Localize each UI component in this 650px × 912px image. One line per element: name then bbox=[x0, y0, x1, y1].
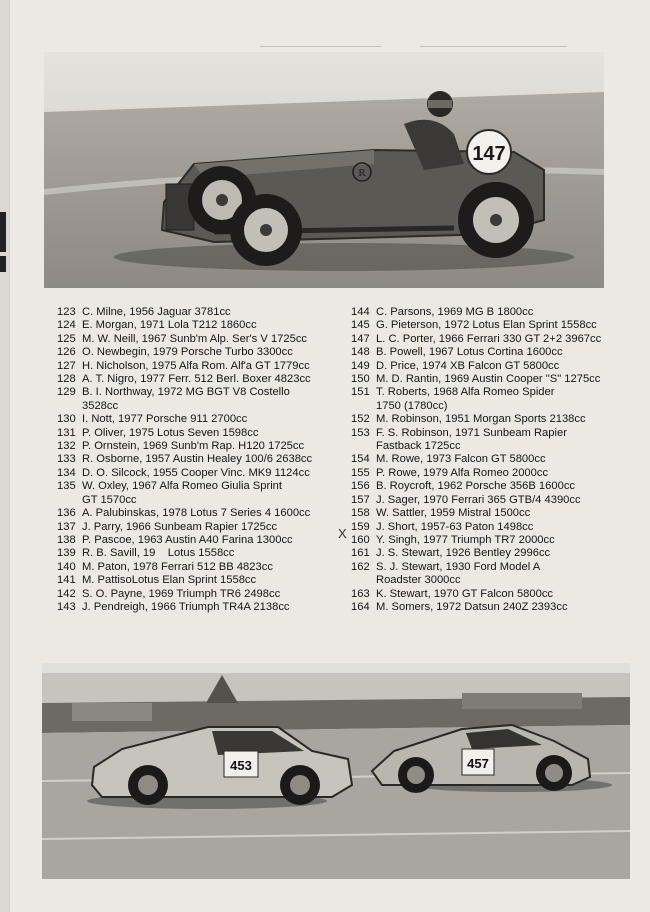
entry-text bbox=[82, 319, 257, 332]
entry-text bbox=[82, 574, 256, 587]
entry-156 bbox=[351, 480, 641, 493]
entry-text bbox=[82, 386, 290, 413]
entry-149 bbox=[351, 360, 641, 373]
entry-123 bbox=[57, 306, 347, 319]
entry-driver-car: T. Roberts, 1968 Alfa Romeo Spider bbox=[376, 386, 555, 399]
entry-number: 136 bbox=[57, 507, 76, 520]
entry-148 bbox=[351, 346, 641, 359]
entry-number: 158 bbox=[351, 507, 370, 520]
rear-wheel bbox=[230, 194, 302, 266]
entry-text bbox=[82, 453, 312, 466]
entry-text bbox=[376, 467, 548, 480]
car-badge-letter: R bbox=[358, 167, 366, 179]
entry-129 bbox=[57, 386, 347, 413]
entry-164 bbox=[351, 601, 641, 614]
entry-124 bbox=[57, 319, 347, 332]
entry-number: 164 bbox=[351, 600, 370, 613]
entry-driver-car: M. W. Neill, 1967 Sunb'm Alp. Ser's V 1725cc bbox=[82, 332, 308, 345]
entry-driver-car: D. Price, 1974 XB Falcon GT 5800cc bbox=[376, 359, 560, 372]
entry-text bbox=[82, 467, 310, 480]
entry-driver-car: J. Parry, 1966 Sunbeam Rapier 1725cc bbox=[82, 520, 278, 533]
entry-140 bbox=[57, 561, 347, 574]
entry-text bbox=[376, 601, 568, 614]
entry-continuation: 3528cc bbox=[82, 399, 119, 412]
entry-163 bbox=[351, 588, 641, 601]
entry-text bbox=[376, 453, 546, 466]
entry-driver-car: J. Short, 1957-63 Paton 1498cc bbox=[376, 520, 534, 533]
entry-driver-car: M. Somers, 1972 Datsun 240Z 2393cc bbox=[376, 600, 568, 613]
entry-133 bbox=[57, 453, 347, 466]
entry-141 bbox=[57, 574, 347, 587]
entry-driver-car: M. Robinson, 1951 Morgan Sports 2138cc bbox=[376, 413, 586, 426]
entry-134 bbox=[57, 467, 347, 480]
entry-142 bbox=[57, 588, 347, 601]
entry-text bbox=[376, 373, 600, 386]
entry-number: 123 bbox=[57, 306, 76, 318]
entry-number: 129 bbox=[57, 386, 76, 399]
entry-text bbox=[82, 521, 277, 534]
entry-160 bbox=[351, 534, 641, 547]
entry-154 bbox=[351, 453, 641, 466]
entry-list-right bbox=[351, 306, 641, 614]
binding-mark-bottom bbox=[0, 256, 6, 272]
entry-number: 130 bbox=[57, 413, 76, 426]
page-edge bbox=[0, 0, 10, 912]
entry-155 bbox=[351, 467, 641, 480]
entry-driver-car: P. Oliver, 1975 Lotus Seven 1598cc bbox=[82, 426, 259, 439]
entry-135 bbox=[57, 480, 347, 507]
entry-number: 156 bbox=[351, 480, 370, 493]
entry-driver-car: D. O. Silcock, 1955 Cooper Vinc. MK9 1124cc bbox=[82, 466, 310, 479]
entry-text bbox=[376, 547, 550, 560]
entry-text bbox=[82, 534, 293, 547]
entry-number: 126 bbox=[57, 346, 76, 359]
entry-130 bbox=[57, 413, 347, 426]
entry-number: 147 bbox=[351, 332, 370, 345]
entry-driver-car: J. S. Stewart, 1926 Bentley 2996cc bbox=[376, 547, 551, 560]
entry-driver-car: B. Roycroft, 1962 Porsche 356B 1600cc bbox=[376, 480, 576, 493]
entry-text bbox=[376, 346, 563, 359]
entry-161 bbox=[351, 547, 641, 560]
entry-number: 143 bbox=[57, 600, 76, 613]
entry-number: 127 bbox=[57, 359, 76, 372]
entry-number: 162 bbox=[351, 560, 370, 573]
entry-number: 139 bbox=[57, 547, 76, 560]
entry-continuation: GT 1570cc bbox=[82, 493, 137, 506]
entry-number: 160 bbox=[351, 533, 370, 546]
entry-driver-car: E. Morgan, 1971 Lola T212 1860cc bbox=[82, 319, 257, 332]
entry-driver-car: A. T. Nigro, 1977 Ferr. 512 Berl. Boxer 4823cc bbox=[82, 373, 311, 386]
car-number: 147 bbox=[472, 143, 506, 165]
entry-139 bbox=[57, 547, 347, 560]
entry-number: 153 bbox=[351, 426, 370, 439]
entry-text bbox=[376, 333, 601, 346]
entry-162 bbox=[351, 561, 641, 588]
left-car-number: 453 bbox=[230, 758, 252, 773]
entry-text bbox=[376, 360, 559, 373]
entry-driver-car: S. O. Payne, 1969 Triumph TR6 2498cc bbox=[82, 587, 281, 600]
entry-number: 133 bbox=[57, 453, 76, 466]
entry-number: 152 bbox=[351, 413, 370, 426]
entry-driver-car: R. B. Savill, 19 Lotus 1558cc bbox=[82, 547, 235, 560]
entry-driver-car: G. Pieterson, 1972 Lotus Elan Sprint 1558cc bbox=[376, 319, 597, 332]
entry-driver-car: H. Nicholson, 1975 Alfa Rom. Alf'a GT 1779cc bbox=[82, 359, 310, 372]
entry-text bbox=[82, 601, 290, 614]
entry-driver-car: P. Ornstein, 1969 Sunb'm Rap. H120 1725cc bbox=[82, 440, 305, 453]
entry-number: 149 bbox=[351, 359, 370, 372]
entry-number: 145 bbox=[351, 319, 370, 332]
entry-152 bbox=[351, 413, 641, 426]
entry-continuation: Fastback 1725cc bbox=[376, 440, 461, 453]
entry-number: 154 bbox=[351, 453, 370, 466]
entry-text bbox=[376, 588, 553, 601]
entry-driver-car: J. Pendreigh, 1966 Triumph TR4A 2138cc bbox=[82, 600, 290, 613]
handwritten-x-mark: X bbox=[338, 526, 347, 541]
entry-number: 135 bbox=[57, 480, 76, 493]
entry-driver-car: W. Oxley, 1967 Alfa Romeo Giulia Sprint bbox=[82, 480, 283, 493]
entry-158 bbox=[351, 507, 641, 520]
entry-143 bbox=[57, 601, 347, 614]
entry-text bbox=[376, 561, 540, 588]
entry-text bbox=[82, 561, 273, 574]
entry-number: 138 bbox=[57, 533, 76, 546]
entry-159 bbox=[351, 521, 641, 534]
entry-number: 144 bbox=[351, 306, 370, 318]
entry-driver-car: S. J. Stewart, 1930 Ford Model A bbox=[376, 560, 541, 573]
entry-137 bbox=[57, 521, 347, 534]
entry-151 bbox=[351, 386, 641, 413]
entry-number: 140 bbox=[57, 560, 76, 573]
entry-number: 132 bbox=[57, 440, 76, 453]
entry-number: 159 bbox=[351, 520, 370, 533]
entry-144 bbox=[351, 306, 641, 319]
entry-number: 141 bbox=[57, 574, 76, 587]
entry-text bbox=[376, 427, 567, 454]
entry-number: 163 bbox=[351, 587, 370, 600]
entry-driver-car: K. Stewart, 1970 GT Falcon 5800cc bbox=[376, 587, 554, 600]
entry-153 bbox=[351, 427, 641, 454]
entry-126 bbox=[57, 346, 347, 359]
entry-driver-car: M. D. Rantin, 1969 Austin Cooper "S" 1275cc bbox=[376, 373, 601, 386]
entry-driver-car: P. Rowe, 1979 Alfa Romeo 2000cc bbox=[376, 466, 549, 479]
entry-driver-car: F. S. Robinson, 1971 Sunbeam Rapier bbox=[376, 426, 567, 439]
back-wheel bbox=[458, 182, 534, 258]
right-car-number: 457 bbox=[467, 756, 489, 771]
entry-text bbox=[82, 333, 307, 346]
entry-128 bbox=[57, 373, 347, 386]
entry-132 bbox=[57, 440, 347, 453]
entry-number: 137 bbox=[57, 520, 76, 533]
entry-driver-car: M. Paton, 1978 Ferrari 512 BB 4823cc bbox=[82, 560, 273, 573]
entry-driver-car: B. Powell, 1967 Lotus Cortina 1600cc bbox=[376, 346, 563, 359]
entry-driver-car: P. Pascoe, 1963 Austin A40 Farina 1300cc bbox=[82, 533, 293, 546]
entry-driver-car: I. Nott, 1977 Porsche 911 2700cc bbox=[82, 413, 248, 426]
entry-driver-car: M. PattisoLotus Elan Sprint 1558cc bbox=[82, 574, 257, 587]
entry-driver-car: Y. Singh, 1977 Triumph TR7 2000cc bbox=[376, 533, 555, 546]
entry-text bbox=[82, 427, 258, 440]
entry-driver-car: L. C. Porter, 1966 Ferrari 330 GT 2+2 3967cc bbox=[376, 332, 602, 345]
race-cars-photo bbox=[42, 663, 630, 879]
entry-number: 157 bbox=[351, 493, 370, 506]
entry-147 bbox=[351, 333, 641, 346]
entry-text bbox=[82, 360, 310, 373]
entry-number: 131 bbox=[57, 426, 76, 439]
entry-number: 150 bbox=[351, 373, 370, 386]
entry-text bbox=[376, 521, 533, 534]
entry-number: 142 bbox=[57, 587, 76, 600]
vintage-race-car-photo bbox=[44, 52, 604, 288]
entry-150 bbox=[351, 373, 641, 386]
entry-text bbox=[376, 494, 581, 507]
entry-text bbox=[82, 440, 304, 453]
entry-number: 128 bbox=[57, 373, 76, 386]
entry-145 bbox=[351, 319, 641, 332]
entry-157 bbox=[351, 494, 641, 507]
entry-continuation: Roadster 3000cc bbox=[376, 574, 461, 587]
entry-136 bbox=[57, 507, 347, 520]
entry-driver-car: A. Palubinskas, 1978 Lotus 7 Series 4 1600cc bbox=[82, 507, 311, 520]
entry-text bbox=[82, 588, 280, 601]
entry-number: 151 bbox=[351, 386, 370, 399]
entry-driver-car: C. Milne, 1956 Jaguar 3781cc bbox=[82, 306, 231, 318]
entry-number: 161 bbox=[351, 547, 370, 560]
entry-continuation: 1750 (1780cc) bbox=[376, 399, 448, 412]
entry-text bbox=[376, 534, 555, 547]
entry-131 bbox=[57, 427, 347, 440]
entry-driver-car: C. Parsons, 1969 MG B 1800cc bbox=[376, 306, 534, 318]
entry-driver-car: M. Rowe, 1973 Falcon GT 5800cc bbox=[376, 453, 546, 466]
entry-driver-car: B. I. Northway, 1972 MG BGT V8 Costello bbox=[82, 386, 290, 399]
entry-text bbox=[376, 319, 597, 332]
binding-mark-top bbox=[0, 212, 6, 252]
entry-125 bbox=[57, 333, 347, 346]
entry-text bbox=[82, 373, 311, 386]
entry-text bbox=[82, 547, 234, 560]
bleed-through-text: ─────────────────────── bbox=[420, 41, 567, 51]
entry-text bbox=[376, 413, 586, 426]
entry-text bbox=[82, 480, 282, 507]
entry-text bbox=[376, 386, 554, 413]
entry-text bbox=[376, 507, 530, 520]
entry-138 bbox=[57, 534, 347, 547]
entry-driver-car: R. Osborne, 1957 Austin Healey 100/6 2638cc bbox=[82, 453, 313, 466]
entry-text bbox=[376, 480, 575, 493]
entry-driver-car: J. Sager, 1970 Ferrari 365 GTB/4 4390cc bbox=[376, 493, 581, 506]
entry-driver-car: W. Sattler, 1959 Mistral 1500cc bbox=[376, 507, 531, 520]
entry-text bbox=[82, 507, 310, 520]
entry-list-left bbox=[57, 306, 347, 614]
entry-number: 134 bbox=[57, 466, 76, 479]
entry-number: 125 bbox=[57, 332, 76, 345]
entry-127 bbox=[57, 360, 347, 373]
entry-driver-car: O. Newbegin, 1979 Porsche Turbo 3300cc bbox=[82, 346, 293, 359]
entry-number: 155 bbox=[351, 466, 370, 479]
bleed-through-text: ─────────────────── bbox=[260, 41, 382, 51]
entry-number: 148 bbox=[351, 346, 370, 359]
entry-text bbox=[82, 413, 247, 426]
entry-text bbox=[376, 306, 533, 319]
entry-text bbox=[82, 346, 293, 359]
entry-number: 124 bbox=[57, 319, 76, 332]
entry-text bbox=[82, 306, 231, 319]
